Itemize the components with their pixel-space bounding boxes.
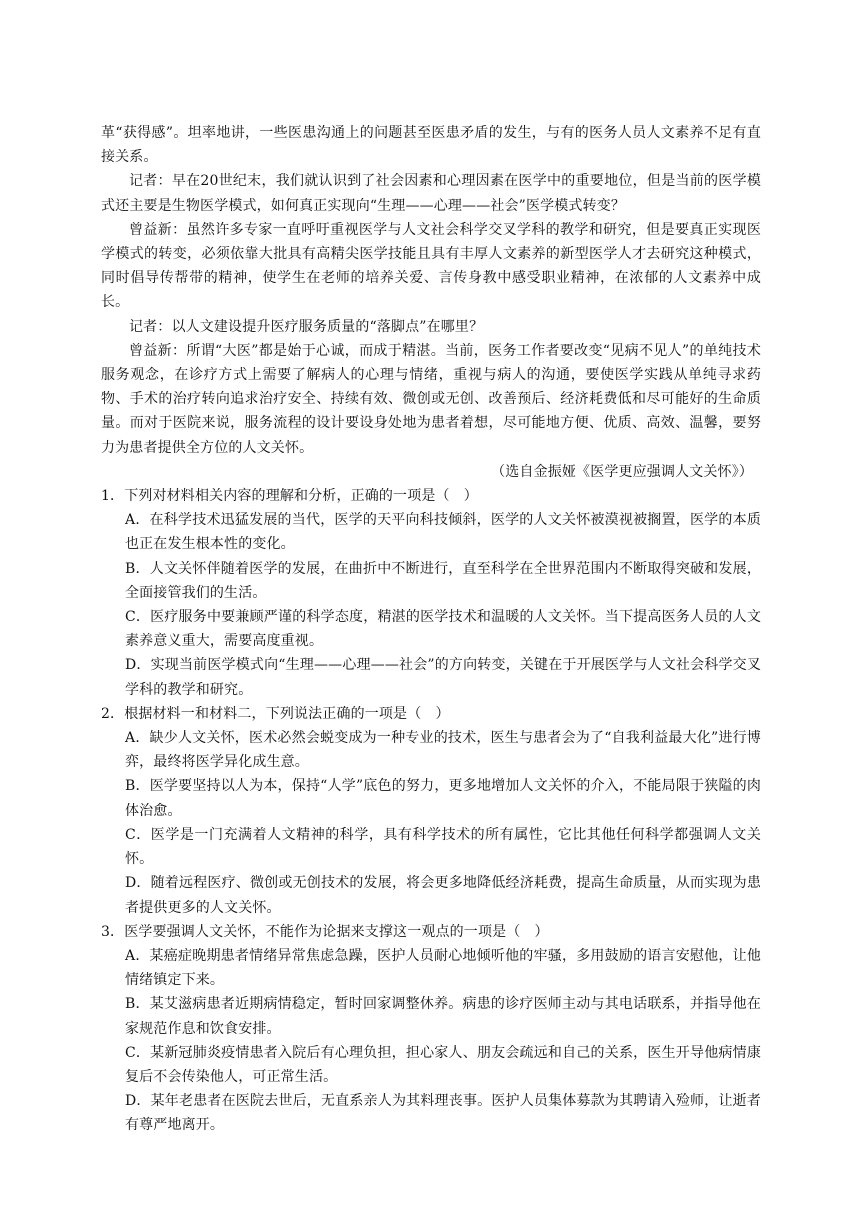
- option-c: C．医疗服务中要兼顾严谨的科学态度，精湛的医学技术和温暖的人文关怀。当下提高医务人员的人文素养意义重大，需要高度重视。: [125, 609, 761, 650]
- option-a: A．缺少人文关怀，医术必然会蜕变成为一种专业的技术，医生与患者会为了“自我利益最大化”进行博弈，最终将医学异化成生意。: [125, 730, 761, 771]
- option-c: C．某新冠肺炎疫情患者入院后有心理负担，担心家人、朋友会疏远和自己的关系，医生开导他病情康复后不会传染他人，可正常生活。: [125, 1044, 761, 1085]
- passage-paragraph: 曾益新：所谓“大医”都是始于心诚，而成于精湛。当前，医务工作者要改变“见病不见人”的单纯技术服务观念，在诊疗方式上需要了解病人的心理与情绪，重视与病人的沟通，要使医学实践从单纯寻求药物、手术的治疗转向追求治疗安全、持续有效、微创或无创、改善预后、经济耗费低和尽可能好的生命质量。而对于医院来说，服务流程的设计要设身处地为患者着想，尽可能地方便、优质、高效、温馨，要努力为患者提供全方位的人文关怀。: [101, 342, 761, 456]
- option-b: B．医学要坚持以人为本，保持“人学”底色的努力，更多地增加人文关怀的介入，不能局限于狭隘的肉体治愈。: [125, 778, 761, 819]
- option-c: C．医学是一门充满着人文精神的科学，具有科学技术的所有属性，它比其他任何科学都强调人文关怀。: [125, 826, 761, 868]
- question-3: [101, 920, 761, 1138]
- passage-paragraph: 记者：早在20世纪末，我们就认识到了社会因素和心理因素在医学中的重要地位，但是当前的医学模式还主要是生物医学模式，如何真正实现向“生理——心理——社会”医学模式转变？: [101, 173, 761, 214]
- passage-paragraph: 记者：以人文建设提升医疗服务质量的“落脚点”在哪里？: [129, 318, 484, 335]
- option-a: A．在科学技术迅猛发展的当代，医学的天平向科技倾斜，医学的人文关怀被漠视被搁置，医学的本质也正在发生根本性的变化。: [125, 512, 761, 553]
- passage-paragraph: 革“获得感”。坦率地讲，一些医患沟通上的问题甚至医患矛盾的发生，与有的医务人员人文素养不足有直接关系。: [101, 125, 761, 166]
- question-2: [101, 702, 761, 920]
- option-b: B．人文关怀伴随着医学的发展，在曲折中不断进行，直至科学在全世界范围内不断取得突破和发展，全面接管我们的生活。: [125, 560, 761, 601]
- option-d: D．随着远程医疗、微创或无创技术的发展，将会更多地降低经济耗费，提高生命质量，从而实现为患者提供更多的人文关怀。: [125, 875, 761, 916]
- question-stem: 2．根据材料一和材料二，下列说法正确的一项是（ ）: [101, 705, 450, 722]
- question-stem: 3．医学要强调人文关怀，不能作为论据来支撑这一观点的一项是（ ）: [101, 923, 549, 940]
- passage-paragraph: 曾益新：虽然许多专家一直呼吁重视医学与人文社会科学交叉学科的教学和研究，但是要真正实现医学模式的转变，必须依靠大批具有高精尖医学技能且具有丰厚人文素养的新型医学人才去研究这种模式，同时倡导传帮带的精神，使学生在老师的培养关爱、言传身教中感受职业精神，在浓郁的人文素养中成长。: [101, 221, 761, 311]
- page-content: [101, 121, 761, 1138]
- question-1: [101, 484, 761, 702]
- source-citation: （选自金振娅《医学更应强调人文关怀》）: [491, 463, 753, 480]
- option-a: A．某癌症晚期患者情绪异常焦虑急躁，医护人员耐心地倾听他的牢骚，多用鼓励的语言安慰他，让他情绪镇定下来。: [125, 947, 761, 989]
- option-d: D．实现当前医学模式向“生理——心理——社会”的方向转变，关键在于开展医学与人文社会科学交叉学科的教学和研究。: [125, 657, 761, 698]
- option-d: D．某年老患者在医院去世后，无直系亲人为其料理丧事。医护人员集体募款为其聘请入殓师，让逝者有尊严地离开。: [125, 1093, 761, 1134]
- question-stem: 1．下列对材料相关内容的理解和分析，正确的一项是（ ）: [101, 488, 478, 505]
- option-b: B．某艾滋病患者近期病情稳定，暂时回家调整休养。病患的诊疗医师主动与其电话联系，并指导他在家规范作息和饮食安排。: [125, 996, 761, 1037]
